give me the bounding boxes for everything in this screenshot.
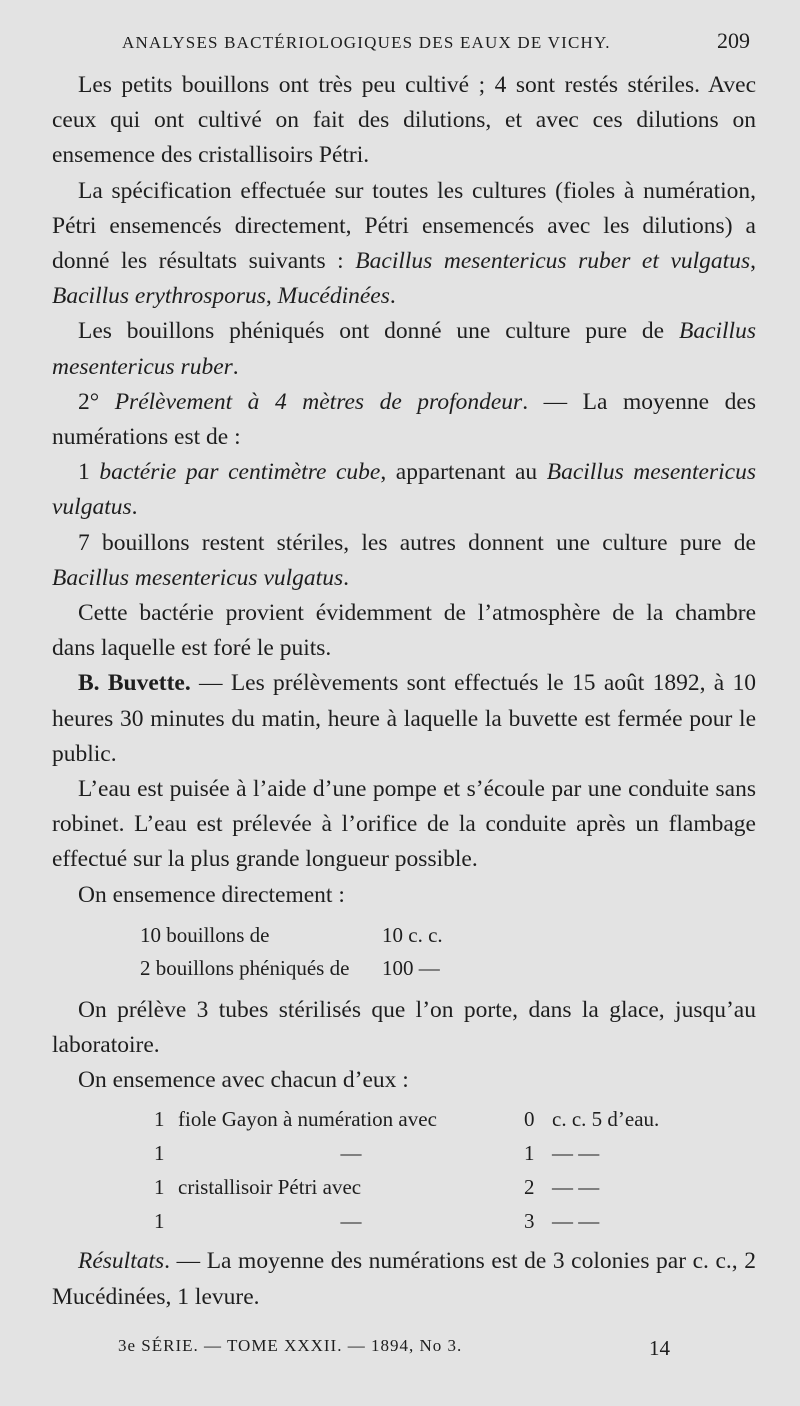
- body-text: [52, 68, 756, 1315]
- table-cell: fiole Gayon à numération avec: [178, 1107, 437, 1132]
- paragraph-3: [52, 314, 756, 384]
- p2-species-1: Bacillus mesentericus ruber et vulgatus: [355, 248, 751, 275]
- p4-num: 2°: [78, 388, 115, 415]
- paragraph-6: [52, 526, 756, 596]
- table-cell: 2: [524, 1175, 535, 1200]
- p2-species-3: Mucédinées: [277, 283, 390, 310]
- table-row: [52, 1136, 756, 1170]
- table-cell: 1: [524, 1141, 535, 1166]
- table-cell: 1: [154, 1141, 165, 1166]
- paragraph-4: [52, 385, 756, 455]
- p2-species-2: Bacillus erythrosporus: [52, 283, 266, 310]
- table-cell: 1: [154, 1175, 165, 1200]
- p4-heading: Prélèvement à 4 mètres de profondeur: [114, 388, 523, 415]
- p3-text: Les bouillons phéniqués ont donné une culture pure de: [78, 318, 679, 345]
- p5-num: 1: [78, 459, 100, 486]
- table-row: [52, 1204, 756, 1238]
- paragraph-8: [52, 666, 756, 772]
- paragraph-2: [52, 174, 756, 315]
- table-row: [52, 1170, 756, 1204]
- p4-text: . — La moyenne des numérations est de :: [52, 388, 756, 451]
- running-head: [52, 28, 756, 68]
- table-cell: 0: [524, 1107, 535, 1132]
- inoculation-table-direct: [52, 919, 756, 985]
- paragraph-9: L’eau est puisée à l’aide d’une pompe et s’écoule par une conduite sans robinet. L’eau est prélevée à l’orifice de la conduite après un flambage effectué sur la plus grande longueur possible.: [52, 776, 756, 873]
- table-cell: —: [340, 1209, 362, 1234]
- p8-text: — Les prélèvements sont effectués le 15 août 1892, à 10 heures 30 minutes du matin, heure à laquelle la buvette est fermée pour le public.: [52, 670, 756, 767]
- paragraph-5: [52, 455, 756, 525]
- table-cell: cristallisoir Pétri avec: [178, 1175, 362, 1200]
- running-title: ANALYSES BACTÉRIOLOGIQUES DES EAUX DE VICHY.: [122, 33, 611, 52]
- p6-end: .: [343, 564, 349, 591]
- paragraph-11: On prélève 3 tubes stérilisés que l’on porte, dans la glace, jusqu’au laboratoire.: [52, 996, 756, 1059]
- page-footer: [0, 1336, 800, 1361]
- p5-species: Bacillus mesentericus vulgatus: [52, 459, 756, 521]
- p2-end: .: [389, 283, 396, 310]
- p3-end: .: [232, 353, 239, 380]
- table-cell: — —: [552, 1209, 600, 1234]
- table-row: [52, 919, 756, 952]
- page-number: 209: [717, 28, 750, 53]
- table-cell: c. c. 5 d’eau.: [552, 1107, 660, 1132]
- table-row: [52, 1102, 756, 1136]
- p6-species: Bacillus mesentericus vulgatus: [52, 564, 344, 591]
- table-cell: 1: [154, 1209, 165, 1234]
- table-cell: 10 bouillons de: [140, 922, 270, 947]
- series-info: 3e SÉRIE. — TOME XXXII. — 1894, No 3.: [118, 1336, 463, 1355]
- p3-species: Bacillus mesentericus ruber: [52, 318, 756, 380]
- p13-text: . — La moyenne des numérations est de 3 colonies par c. c., 2 Mucédinées, 1 levure.: [52, 1248, 756, 1310]
- table-cell: 100 —: [382, 955, 440, 980]
- paragraph-7: Cette bactérie provient évidemment de l’atmosphère de la chambre dans laquelle est foré le puits.: [52, 600, 756, 662]
- inoculation-table-tubes: [52, 1102, 756, 1238]
- p5-text: , appartenant au: [380, 459, 547, 486]
- p5-italic-1: bactérie par centimètre cube: [99, 459, 381, 486]
- paragraph-12: On ensemence avec chacun d’eux :: [78, 1067, 409, 1094]
- table-cell: — —: [552, 1175, 600, 1200]
- p5-end: .: [131, 494, 138, 521]
- paragraph-13: [52, 1244, 756, 1314]
- table-row: [52, 952, 756, 985]
- p2-sep-2: ,: [265, 283, 278, 310]
- paragraph-10: On ensemence directement :: [78, 881, 345, 908]
- paragraph-1: Les petits bouillons ont très peu cultivé ; 4 sont restés stériles. Avec ceux qui ont cultivé on fait des dilutions, et avec ces dilutions on ensemence des cristallisoirs Pétri.: [52, 72, 756, 169]
- table-cell: 1: [154, 1107, 165, 1132]
- table-cell: — —: [552, 1141, 600, 1166]
- signature-mark: 14: [649, 1336, 670, 1360]
- table-cell: 3: [524, 1209, 535, 1234]
- section-heading-buvette: B. Buvette.: [78, 670, 191, 697]
- results-label: Résultats: [78, 1248, 165, 1275]
- table-cell: 10 c. c.: [382, 922, 443, 947]
- p2-text: La spécification effectuée sur toutes les cultures (fioles à numération, Pétri ensemencés directement, Pétri ensemencés avec les dilutions) a donné les résultats suivants :: [52, 177, 756, 275]
- table-cell: —: [340, 1141, 362, 1166]
- p2-sep-1: ,: [750, 248, 756, 275]
- p6-text: 7 bouillons restent stériles, les autres donnent une culture pure de: [78, 529, 756, 556]
- table-cell: 2 bouillons phéniqués de: [140, 955, 350, 980]
